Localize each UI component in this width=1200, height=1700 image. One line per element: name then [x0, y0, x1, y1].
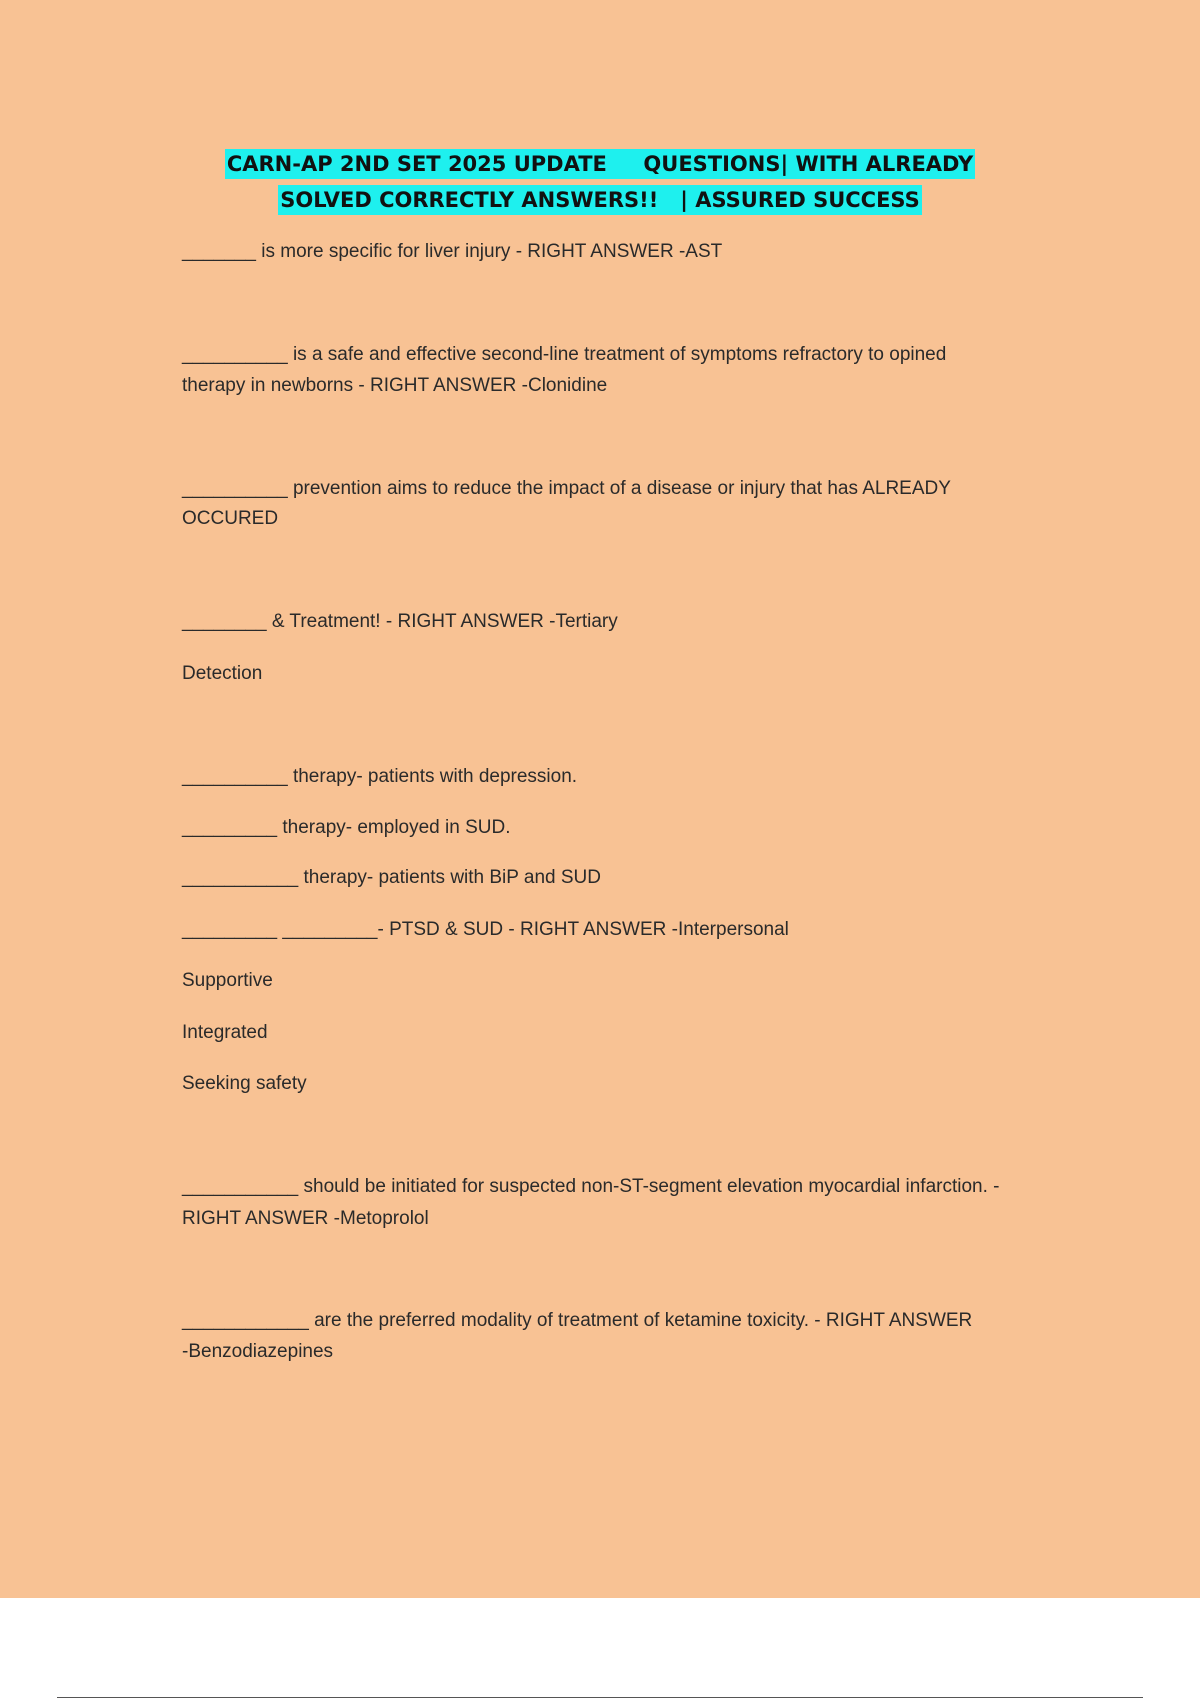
answer-interpersonal: _________ _________- PTSD & SUD - RIGHT ANSWER -Interpersonal — [182, 919, 789, 940]
question-ketamine: ____________ are the preferred modality of treatment of ketamine toxicity. - RIGHT ANSWER — [182, 1310, 973, 1331]
answer-supportive: Supportive — [182, 970, 273, 991]
question-prevention-cont: OCCURED — [182, 508, 279, 529]
answer-metoprolol: RIGHT ANSWER -Metoprolol — [182, 1208, 429, 1229]
title-line-1: CARN-AP 2ND SET 2025 UPDATE QUESTIONS| WITH ALREADY — [225, 149, 975, 179]
footer-divider — [57, 1697, 1143, 1698]
answer-tertiary: ________ & Treatment! - RIGHT ANSWER -Tertiary — [182, 611, 618, 632]
question-therapy-sud: _________ therapy- employed in SUD. — [182, 817, 511, 838]
question-therapy-depression: __________ therapy- patients with depression. — [182, 766, 578, 787]
question-liver-injury: _______ is more specific for liver injury - RIGHT ANSWER -AST — [182, 241, 723, 262]
answer-clonidine: therapy in newborns - RIGHT ANSWER -Clonidine — [182, 375, 608, 396]
document-title — [0, 146, 1200, 218]
answer-integrated: Integrated — [182, 1022, 268, 1043]
answer-seeking-safety: Seeking safety — [182, 1073, 307, 1094]
question-newborn-treatment: __________ is a safe and effective second-line treatment of symptoms refractory to opined — [182, 344, 947, 365]
text-detection: Detection — [182, 663, 263, 684]
question-therapy-bip: ___________ therapy- patients with BiP and SUD — [182, 867, 601, 888]
question-prevention: __________ prevention aims to reduce the impact of a disease or injury that has ALREADY — [182, 478, 951, 499]
question-nstemi: ___________ should be initiated for suspected non-ST-segment elevation myocardial infarction. - — [182, 1176, 1000, 1197]
title-line-2: SOLVED CORRECTLY ANSWERS!! | ASSURED SUCCESS — [278, 185, 921, 215]
answer-benzodiazepines: -Benzodiazepines — [182, 1341, 334, 1362]
